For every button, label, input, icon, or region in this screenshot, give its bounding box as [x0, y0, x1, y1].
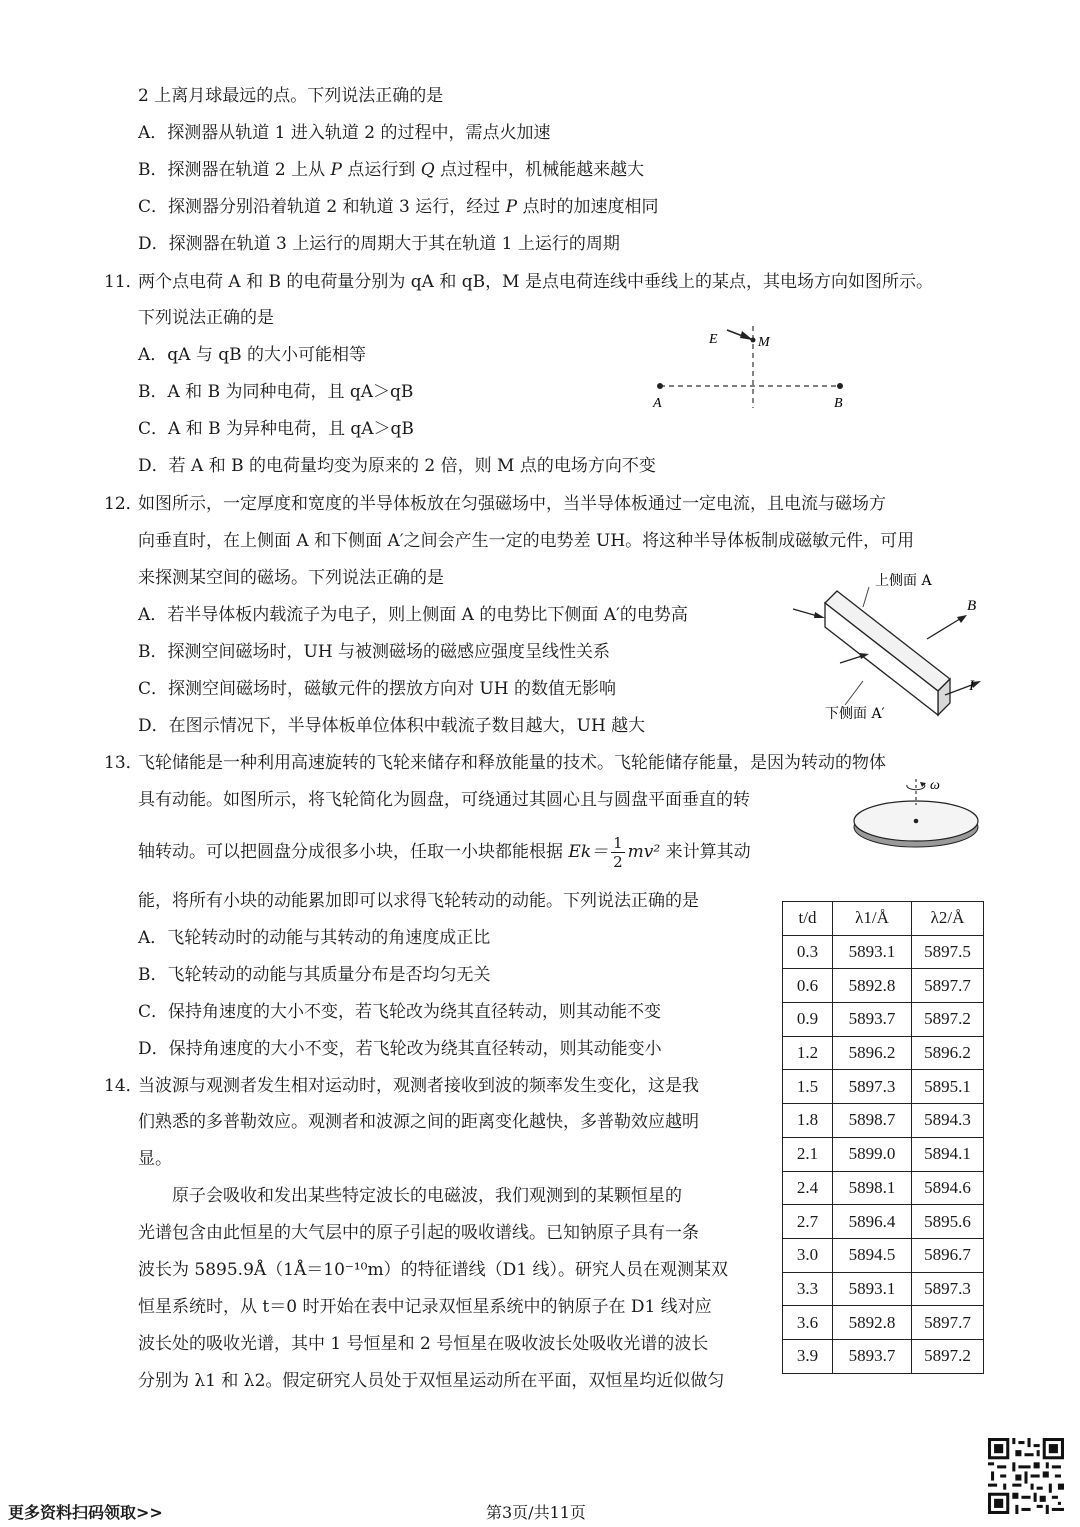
- table-row: [783, 1171, 984, 1205]
- table-row: [783, 1137, 984, 1171]
- q11-option-a: A．qA 与 qB 的大小可能相等: [138, 345, 367, 365]
- cell-lambda1: 5896.2: [833, 1036, 912, 1070]
- cell-lambda2: 5894.6: [912, 1171, 984, 1205]
- table-row: [783, 1339, 984, 1373]
- q14-number: 14．: [104, 1076, 143, 1096]
- q12-stem-line2: 向垂直时，在上侧面 A 和下侧面 A′之间会产生一定的电势差 UH。将这种半导体板制成磁敏元件，可用: [138, 531, 915, 551]
- cell-lambda1: 5898.7: [833, 1104, 912, 1138]
- q11-stem-line1: 两个点电荷 A 和 B 的电荷量分别为 qA 和 qB，M 是点电荷连线中垂线上的某点，其电场方向如图所示。: [138, 272, 933, 292]
- table-row: [783, 1104, 984, 1138]
- cell-lambda1: 5893.7: [833, 1339, 912, 1373]
- page-number: 第3页/共11页: [486, 1503, 586, 1522]
- table-row: [783, 1070, 984, 1104]
- q12-stem-line3: 来探测某空间的磁场。下列说法正确的是: [138, 568, 444, 588]
- qr-code-icon[interactable]: [988, 1438, 1064, 1514]
- cell-lambda2: 5897.3: [912, 1272, 984, 1306]
- cell-lambda1: 5893.1: [833, 1272, 912, 1306]
- cell-lambda2: 5895.6: [912, 1205, 984, 1239]
- label-a: A: [653, 396, 662, 411]
- table-row: [783, 969, 984, 1003]
- q10-option-c: C．探测器分别沿着轨道 2 和轨道 3 运行，经过 P 点时的加速度相同: [138, 197, 659, 217]
- cell-time: 3.0: [783, 1238, 833, 1272]
- cell-lambda2: 5894.1: [912, 1137, 984, 1171]
- cell-lambda2: 5897.7: [912, 969, 984, 1003]
- q12-option-b: B．探测空间磁场时，UH 与被测磁场的磁感应强度呈线性关系: [138, 642, 611, 662]
- cell-lambda2: 5897.2: [912, 1339, 984, 1373]
- q14-p2-line5: 波长处的吸收光谱，其中 1 号恒星和 2 号恒星在吸收波长处吸收光谱的波长: [138, 1334, 709, 1354]
- table-header-row: [783, 902, 984, 936]
- q11-stem-line2: 下列说法正确的是: [138, 308, 274, 328]
- cell-lambda2: 5897.2: [912, 1003, 984, 1037]
- table-row: [783, 1306, 984, 1340]
- cell-time: 1.2: [783, 1036, 833, 1070]
- label-b: B: [834, 396, 843, 411]
- q11-option-d: D．若 A 和 B 的电荷量均变为原来的 2 倍，则 M 点的电场方向不变: [138, 456, 656, 476]
- cell-lambda1: 5893.1: [833, 935, 912, 969]
- q11-number: 11．: [104, 272, 143, 292]
- cell-lambda2: 5895.1: [912, 1070, 984, 1104]
- q10-option-d: D．探测器在轨道 3 上运行的周期大于其在轨道 1 上运行的周期: [138, 234, 620, 254]
- q12-option-d: D．在图示情况下，半导体板单位体积中载流子数目越大，UH 越大: [138, 716, 646, 736]
- q10-stem-tail: 2 上离月球最远的点。下列说法正确的是: [138, 86, 444, 106]
- formula-lhs: Ek＝: [568, 842, 609, 862]
- charge-a-dot: [657, 383, 663, 389]
- cell-time: 0.6: [783, 969, 833, 1003]
- cell-time: 0.3: [783, 935, 833, 969]
- table-row: [783, 1238, 984, 1272]
- cell-lambda2: 5897.7: [912, 1306, 984, 1340]
- formula-rhs: mv²: [627, 842, 661, 862]
- label-omega: ω: [930, 778, 940, 793]
- b-field-arrow: [927, 617, 963, 639]
- q13-stem-line2: 具有动能。如图所示，将飞轮简化为圆盘，可绕通过其圆心且与圆盘平面垂直的转: [138, 790, 750, 810]
- cell-lambda1: 5893.7: [833, 1003, 912, 1037]
- formula-fraction: $\frac{1}{2}$: [613, 834, 623, 871]
- q14-p2-line6: 分别为 λ1 和 λ2。假定研究人员处于双恒星运动所在平面，双恒星均近似做匀: [138, 1371, 725, 1391]
- q10-option-a: A．探测器从轨道 1 进入轨道 2 的过程中，需点火加速: [138, 123, 551, 143]
- cell-lambda2: 5894.3: [912, 1104, 984, 1138]
- q13-option-c: C．保持角速度的大小不变，若飞轮改为绕其直径转动，则其动能不变: [138, 1002, 662, 1022]
- q14-p2-line2: 光谱包含由此恒星的大气层中的原子引起的吸收谱线。已知钠原子具有一条: [138, 1223, 699, 1243]
- q12-option-a: A．若半导体板内载流子为电子，则上侧面 A 的电势比下侧面 A′的电势高: [138, 605, 688, 625]
- cell-time: 2.1: [783, 1137, 833, 1171]
- cell-lambda1: 5892.8: [833, 969, 912, 1003]
- q14-p1-line3: 显。: [138, 1149, 172, 1169]
- q14-p2-line4: 恒星系统时，从 t＝0 时开始在表中记录双恒星系统中的钠原子在 D1 线对应: [138, 1297, 712, 1317]
- header-lambda1: λ1/Å: [833, 902, 912, 936]
- label-current: I: [969, 678, 974, 694]
- q12-stem-line1: 如图所示，一定厚度和宽度的半导体板放在匀强磁场中，当半导体板通过一定电流，且电流与磁场方: [138, 494, 886, 514]
- q13-stem-line1: 飞轮储能是一种利用高速旋转的飞轮来储存和释放能量的技术。飞轮能储存能量，是因为转动的物体: [138, 753, 886, 773]
- cell-time: 2.7: [783, 1205, 833, 1239]
- q14-p2-line3: 波长为 5895.9Å（1Å＝10⁻¹⁰m）的特征谱线（D1 线）。研究人员在观测某双: [138, 1260, 728, 1280]
- q14-p1-line1: 当波源与观测者发生相对运动时，观测者接收到波的频率发生变化，这是我: [138, 1076, 699, 1096]
- label-m: M: [758, 335, 770, 350]
- q13-stem-line4: 能，将所有小块的动能累加即可以求得飞轮转动的动能。下列说法正确的是: [138, 891, 699, 911]
- label-bottom-face: 下侧面 A′: [825, 706, 885, 722]
- q13-number: 13．: [104, 753, 143, 773]
- q10-option-b: B．探测器在轨道 2 上从 P 点运行到 Q 点过程中，机械能越来越大: [138, 160, 645, 180]
- q13-option-a: A．飞轮转动时的动能与其转动的角速度成正比: [138, 928, 491, 948]
- cell-time: 1.8: [783, 1104, 833, 1138]
- q13-option-b: B．飞轮转动的动能与其质量分布是否均匀无关: [138, 965, 491, 985]
- table-row: [783, 1036, 984, 1070]
- q14-p1-line2: 们熟悉的多普勒效应。观测者和波源之间的距离变化越快，多普勒效应越明: [138, 1112, 699, 1132]
- cell-lambda2: 5896.7: [912, 1238, 984, 1272]
- q13-stem-line3: 轴转动。可以把圆盘分成很多小块，任取一小块都能根据 Ek＝ $\frac{1}{2}$ mv² 来计算其动: [138, 834, 751, 871]
- q14-p2-line1: 原子会吸收和发出某些特定波长的电磁波，我们观测到的某颗恒星的: [172, 1186, 682, 1206]
- q12-option-c: C．探测空间磁场时，磁敏元件的摆放方向对 UH 的数值无影响: [138, 679, 616, 699]
- spectrum-table: [782, 901, 984, 1374]
- cell-lambda1: 5896.4: [833, 1205, 912, 1239]
- q11-option-b: B．A 和 B 为同种电荷，且 qA＞qB: [138, 382, 414, 402]
- label-e: E: [709, 332, 718, 347]
- footer-promo-text: 更多资料扫码领取>>: [8, 1503, 163, 1522]
- table-row: [783, 935, 984, 969]
- q12-number: 12．: [104, 494, 143, 514]
- cell-time: 3.6: [783, 1306, 833, 1340]
- q13-flywheel-figure: [850, 775, 990, 855]
- cell-lambda1: 5892.8: [833, 1306, 912, 1340]
- table-row: [783, 1272, 984, 1306]
- header-time: t/d: [783, 902, 833, 936]
- table-row: [783, 1205, 984, 1239]
- q13-option-d: D．保持角速度的大小不变，若飞轮改为绕其直径转动，则其动能变小: [138, 1039, 662, 1059]
- q12-semiconductor-figure: [785, 565, 995, 730]
- cell-time: 2.4: [783, 1171, 833, 1205]
- label-top-face: 上侧面 A: [875, 573, 932, 589]
- cell-time: 3.9: [783, 1339, 833, 1373]
- charge-b-dot: [837, 383, 843, 389]
- cell-lambda1: 5899.0: [833, 1137, 912, 1171]
- cell-time: 3.3: [783, 1272, 833, 1306]
- header-lambda2: λ2/Å: [912, 902, 984, 936]
- cell-lambda1: 5897.3: [833, 1070, 912, 1104]
- q11-field-figure: [645, 318, 850, 413]
- q11-option-c: C．A 和 B 为异种电荷，且 qA＞qB: [138, 419, 414, 439]
- label-b-field: B: [967, 598, 977, 614]
- cell-lambda1: 5898.1: [833, 1171, 912, 1205]
- cell-lambda2: 5896.2: [912, 1036, 984, 1070]
- cell-lambda2: 5897.5: [912, 935, 984, 969]
- cell-time: 0.9: [783, 1003, 833, 1037]
- cell-lambda1: 5894.5: [833, 1238, 912, 1272]
- cell-time: 1.5: [783, 1070, 833, 1104]
- table-row: [783, 1003, 984, 1037]
